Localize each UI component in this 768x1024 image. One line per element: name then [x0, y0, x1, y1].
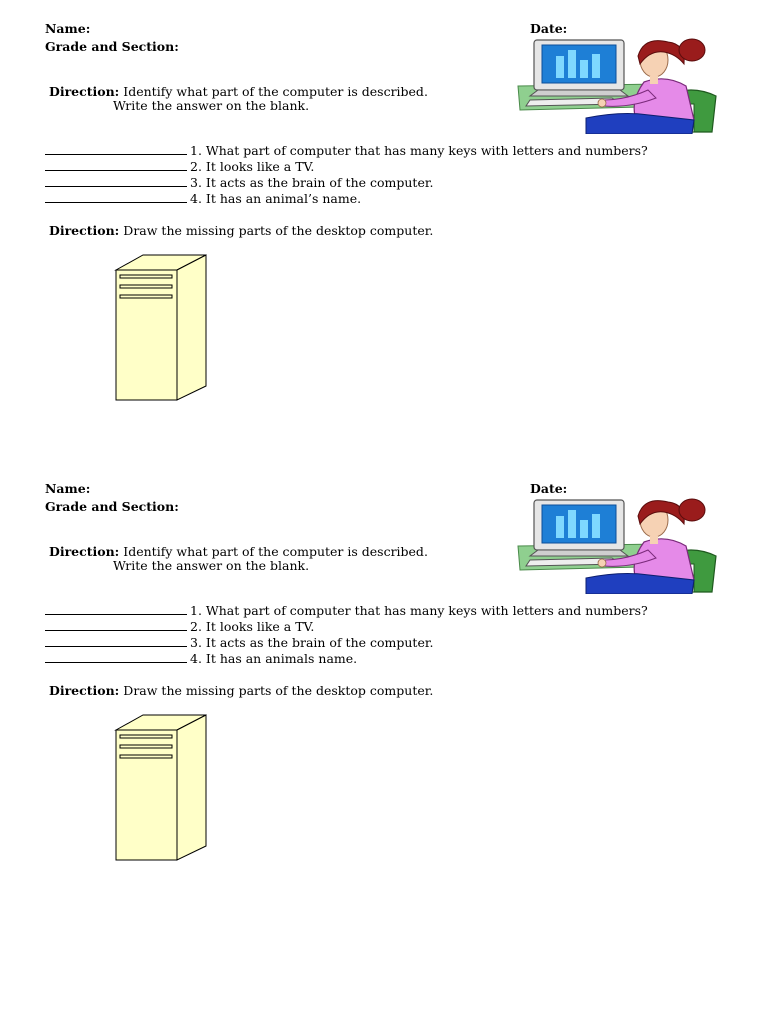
answer-blank-1[interactable] [45, 143, 187, 155]
question-1: 1. What part of computer that has many keys with letters and numbers? [45, 603, 648, 618]
answer-blank-2[interactable] [45, 159, 187, 171]
date-label: Date: [530, 481, 568, 496]
question-3: 3. It acts as the brain of the computer. [45, 635, 433, 650]
direction-identify: Direction: Identify what part of the computer is described. [49, 544, 428, 559]
question-2: 2. It looks like a TV. [45, 619, 314, 634]
grade-section-label: Grade and Section: [45, 39, 179, 54]
answer-blank-4[interactable] [45, 191, 187, 203]
direction-identify: Direction: Identify what part of the computer is described. [49, 84, 428, 99]
answer-blank-1[interactable] [45, 603, 187, 615]
computer-tower-icon [113, 252, 209, 402]
answer-blank-4[interactable] [45, 651, 187, 663]
worksheet-top [0, 0, 768, 460]
direction-draw: Direction: Draw the missing parts of the desktop computer. [49, 683, 434, 698]
direction-identify-line2: Write the answer on the blank. [113, 98, 310, 113]
question-2: 2. It looks like a TV. [45, 159, 314, 174]
direction-draw: Direction: Draw the missing parts of the desktop computer. [49, 223, 434, 238]
direction-identify-line2: Write the answer on the blank. [113, 558, 310, 573]
question-3: 3. It acts as the brain of the computer. [45, 175, 433, 190]
question-4: 4. It has an animal’s name. [45, 191, 361, 206]
question-4: 4. It has an animals name. [45, 651, 357, 666]
answer-blank-3[interactable] [45, 175, 187, 187]
grade-section-label: Grade and Section: [45, 499, 179, 514]
computer-tower-icon [113, 712, 209, 862]
answer-blank-2[interactable] [45, 619, 187, 631]
woman-at-computer-clipart [516, 494, 724, 594]
woman-at-computer-clipart [516, 34, 724, 134]
worksheet-bottom [0, 460, 768, 920]
answer-blank-3[interactable] [45, 635, 187, 647]
name-label: Name: [45, 21, 91, 36]
question-1: 1. What part of computer that has many keys with letters and numbers? [45, 143, 648, 158]
date-label: Date: [530, 21, 568, 36]
name-label: Name: [45, 481, 91, 496]
